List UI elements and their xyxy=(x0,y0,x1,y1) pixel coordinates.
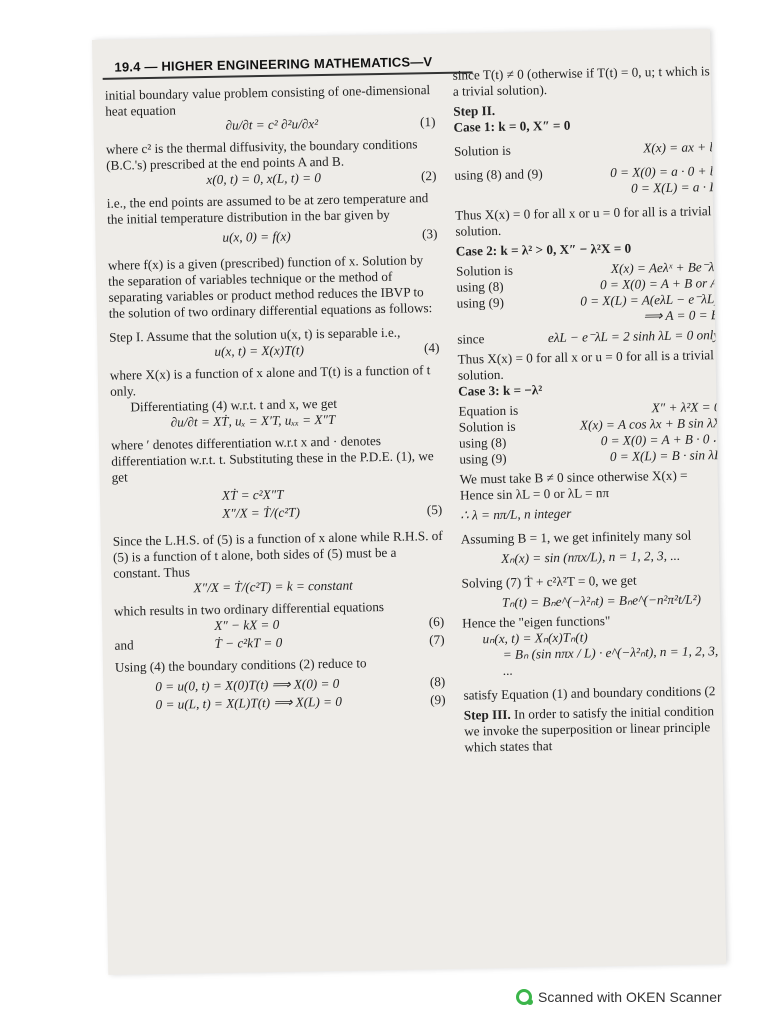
equation: and Ṫ − c²kT = 0 (7) xyxy=(114,631,445,653)
equation: X″/X = Ṫ/(c²T) = k = constant xyxy=(193,577,353,596)
left-column xyxy=(105,82,446,716)
step-three-text: In order to satisfy the initial condition we invoke the superposition or linear principle which states that xyxy=(463,703,715,755)
equation-row: ⟹ A = 0 = B xyxy=(643,307,720,324)
equation-row: Equation is X″ + λ²X = 0 xyxy=(458,399,721,419)
paragraph: Thus X(x) = 0 for all x or u = 0 for all is a trivial solution. xyxy=(457,347,714,383)
paragraph: Assuming B = 1, we get infinitely many sol xyxy=(460,527,692,547)
equation-row: using (8) 0 = X(0) = A + B or A xyxy=(456,275,719,295)
equation-row: 0 = X(L) = a · L xyxy=(630,179,717,196)
equation: Tₙ(t) = Bₙe^(−λ²ₙt) = Bₙe^(−n²π²t/L²) xyxy=(501,591,702,610)
equation-row: using (9) 0 = X(L) = A(eλL − e⁻λL) xyxy=(456,291,719,311)
equation: X″ − kX = 0 (6) xyxy=(214,613,445,633)
paragraph: where f(x) is a given (prescribed) function of x. Solution by the separation of variables technique or the method of separating variables or product method reduces the IBVP to the solution of two ordinary differential equations as follows: xyxy=(107,252,433,321)
scanned-page xyxy=(92,29,726,975)
equation-row: Solution is X(x) = Aeλˣ + Be⁻λˣ xyxy=(455,259,719,279)
paragraph: We must take B ≠ 0 since otherwise X(x) = Hence sin λL = 0 or λL = nπ xyxy=(459,467,688,503)
paragraph: where ′ denotes differentiation w.r.t x and · denotes differentiation w.r.t. t. Substituting these in the P.D.E. (1), we get xyxy=(110,433,434,485)
case-heading: Case 3: k = −λ² xyxy=(458,382,543,399)
paragraph: since T(t) ≠ 0 (otherwise if T(t) = 0, u; t which is a trivial solution). xyxy=(452,63,710,99)
equation: ∂u/∂t = XṪ, uₓ = X′T, uₓₓ = X″T xyxy=(170,411,336,430)
paragraph: Thus X(x) = 0 for all x or u = 0 for all is a trivial solution. xyxy=(454,203,712,239)
equation: uₙ(x, t) = Xₙ(x)Tₙ(t) xyxy=(482,629,588,647)
equation: = Bₙ (sin nπx / L) · e^(−λ²ₙt), n = 1, 2, 3, ... xyxy=(502,643,719,678)
paragraph: which results in two ordinary differential equations xyxy=(113,598,385,619)
equation: u(x, 0) = f(x) (3) xyxy=(222,226,438,245)
step-three-heading: Step III. xyxy=(463,706,511,723)
case-heading: Case 1: k = 0, X″ = 0 xyxy=(453,117,571,135)
equation-row: using (9) 0 = X(L) = B · sin λL xyxy=(459,447,722,467)
paragraph: where c² is the thermal diffusivity, the boundary conditions (B.C.'s) prescribed at the end points A and B. xyxy=(105,136,418,173)
equation: 0 = u(L, t) = X(L)T(t) ⟹ X(L) = 0 (9) xyxy=(155,691,446,712)
step-one-heading: Step I. Assume that the solution u(x, t) is separable i.e., xyxy=(109,324,401,345)
equation: u(x, t) = X(x)T(t) (4) xyxy=(214,339,440,359)
paragraph: Differentiating (4) w.r.t. t and x, we get xyxy=(130,395,338,415)
equation-row: using (8) 0 = X(0) = A + B · 0 ∴ xyxy=(458,431,722,451)
scanner-watermark-text: Scanned with OKEN Scanner xyxy=(538,989,722,1005)
equation: ∂u/∂t = c² ∂²u/∂x² (1) xyxy=(225,114,436,133)
paragraph: Using (4) the boundary conditions (2) reduce to xyxy=(114,655,367,675)
equation: Xₙ(x) = sin (nπx/L), n = 1, 2, 3, ... xyxy=(500,547,681,566)
right-column xyxy=(453,63,727,755)
paragraph: where X(x) is a function of x alone and T(t) is a function of t only. xyxy=(109,362,431,399)
step-two-heading: Step II. xyxy=(453,102,496,119)
case-heading: Case 2: k = λ² > 0, X″ − λ²X = 0 xyxy=(455,240,632,259)
paragraph: Solving (7) Ṫ + c²λ²T = 0, we get xyxy=(461,572,637,591)
step-three xyxy=(464,703,727,756)
paragraph: Hence the "eigen functions" xyxy=(462,613,611,631)
equation: X″/X = Ṫ/(c²T) (5) xyxy=(222,501,443,521)
equation: XṪ = c²X″T xyxy=(221,486,284,503)
paragraph: initial boundary value problem consisting of one-dimensional heat equation xyxy=(104,82,431,119)
header-label: 19.4 — HIGHER ENGINEERING MATHEMATICS—V xyxy=(114,54,433,75)
equation: 0 = u(0, t) = X(0)T(t) ⟹ X(0) = 0 (8) xyxy=(155,673,446,694)
paragraph: Since the L.H.S. of (5) is a function of x alone while R.H.S. of (5) is a function of t alone, both sides of (5) must be a constant. Thus xyxy=(112,527,443,581)
scanner-logo-icon xyxy=(516,989,532,1005)
equation: x(0, t) = 0, x(L, t) = 0 (2) xyxy=(206,168,437,188)
paragraph: satisfy Equation (1) and boundary conditions (2 xyxy=(463,683,716,703)
equation: ∴ λ = nπ/L, n integer xyxy=(460,505,572,523)
paragraph: i.e., the end points are assumed to be at zero temperature and the initial temperature distribution in the bar given by xyxy=(106,190,429,227)
equation-row: using (8) and (9) 0 = X(0) = a · 0 + b xyxy=(454,163,717,183)
equation-row: Solution is X(x) = A cos λx + B sin λX xyxy=(458,415,721,435)
equation-row: since eλL − e⁻λL = 2 sinh λL = 0 only xyxy=(457,327,720,347)
equation-row: Solution is X(x) = ax + b xyxy=(453,139,717,159)
scanner-watermark xyxy=(516,989,722,1005)
